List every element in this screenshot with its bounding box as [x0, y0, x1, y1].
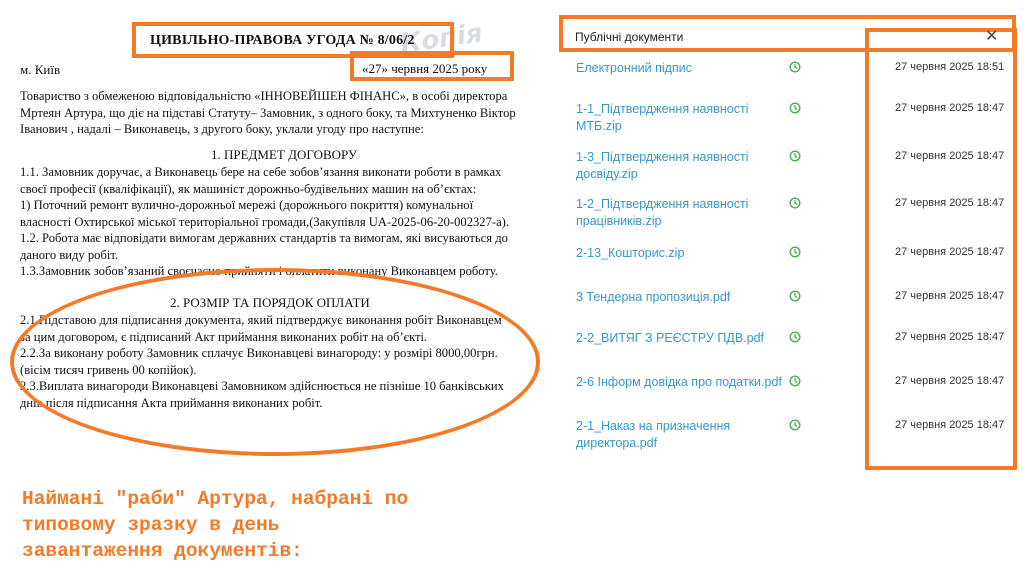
document-link[interactable]: 2-13_Кошторис.zip: [576, 246, 685, 260]
clock-icon: [789, 246, 801, 258]
clock-icon: [789, 61, 801, 73]
section2-line: (вісім тисяч гривень 00 копійок).: [20, 362, 197, 377]
section1-line: 1) Поточний ремонт вулично-дорожньої мережі (дорожнього покриття) комунальної: [20, 198, 474, 212]
clock-icon: [789, 290, 801, 302]
date-highlight-box: [350, 51, 514, 81]
contract-date: «27» червня 2025 року: [362, 61, 488, 76]
document-date: 27 червня 2025 18:47: [895, 197, 1005, 209]
clock-icon: [789, 375, 801, 387]
document-link[interactable]: 2-1_Наказ на призначення директора.pdf: [576, 419, 731, 450]
section2-line: за цим договором, є підписаний Акт приймання виконаних робіт на об’єкті.: [20, 329, 428, 344]
section2-line: 2.1.Підставою для підписання документа, який підтверджує виконання робіт Виконавцем: [20, 313, 502, 327]
document-link[interactable]: 1-1_Підтвердження наявності МТБ.zip: [576, 102, 749, 133]
section1-line: даного виду робіт.: [20, 247, 119, 262]
section2-heading: 2. РОЗМІР ТА ПОРЯДОК ОПЛАТИ: [170, 295, 370, 310]
document-date: 27 червня 2025 18:47: [895, 419, 1005, 431]
contract-title: ЦИВІЛЬНО-ПРАВОВА УГОДА № 8/06/2: [150, 33, 415, 48]
clock-icon: [789, 331, 801, 343]
document-link[interactable]: 2-2_ВИТЯГ З РЕЄСТРУ ПДВ.pdf: [576, 331, 765, 345]
section2-line: днів після підписання Акта приймання виконаних робіт.: [20, 395, 323, 410]
section1-line: своєї професії (кваліфікації), як машиніст дорожньо-будівельних машин на об’єктах:: [20, 181, 477, 196]
clock-icon: [789, 419, 801, 431]
document-link[interactable]: 2-6 Інформ довідка про податки.pdf: [576, 375, 782, 389]
section1-line: 1.1. Замовник доручає, а Виконавець бере на себе зобов’язання виконати роботи в рамках: [20, 165, 502, 179]
panel-title: Публічні документи: [575, 30, 684, 44]
intro-line: Товариство з обмеженою відповідальністю «ІННОВЕЙШЕН ФІНАНС», в особі директора: [20, 89, 508, 103]
caption-line: Наймані "раби" Артура, набрані по: [22, 488, 409, 510]
document-date: 27 червня 2025 18:51: [895, 61, 1005, 73]
section2-line: 2.2.За виконану роботу Замовник сплачує Виконавцеві винагороду: у розмірі 8000,00грн.: [20, 346, 498, 360]
payment-highlight-ellipse: [10, 268, 540, 456]
section1-heading: 1. ПРЕДМЕТ ДОГОВОРУ: [211, 147, 358, 162]
clock-icon: [789, 197, 801, 209]
document-link[interactable]: 1-3_Підтвердження наявності досвіду.zip: [576, 150, 749, 181]
document-date: 27 червня 2025 18:47: [895, 331, 1005, 343]
watermark: Копія: [398, 18, 485, 60]
document-date: 27 червня 2025 18:47: [895, 375, 1005, 387]
section1-line: 1.2. Робота має відповідати вимогам державних стандартів та вимогам, які висуваються до: [20, 231, 508, 245]
contract-city: м. Київ: [20, 62, 61, 77]
document-date: 27 червня 2025 18:47: [895, 290, 1005, 302]
caption-line: завантаження документів:: [22, 540, 303, 562]
close-icon[interactable]: ✕: [985, 26, 999, 45]
caption-line: типовому зразку в день: [22, 514, 280, 536]
section2-line: 2.3.Виплата винагороди Виконавцеві Замовником здійснюється не пізніше 10 банківських: [20, 379, 504, 393]
section1-line: 1.3.Замовник зобов’язаний своєчасно прийняти і оплатити виконану Виконавцем роботу.: [20, 264, 498, 278]
intro-line: Мртеян Артура, що діє на підставі Статуту– Замовник, з одного боку, та Михтуненко Віктор: [20, 105, 516, 120]
clock-icon: [789, 102, 801, 114]
intro-line: Іванович , надалі – Виконавець, з другого боку, уклали угоду про наступне:: [20, 122, 424, 136]
clock-icon: [789, 150, 801, 162]
document-date: 27 червня 2025 18:47: [895, 102, 1005, 114]
contract-intro: [20, 88, 532, 138]
section1-body: [20, 164, 509, 280]
section1-line: власності Охтирської міської територіальної громади,(Закупівля UA-2025-06-20-002327-а).: [20, 214, 510, 229]
document-link[interactable]: 3 Тендерна пропозиція.pdf: [576, 290, 731, 304]
document-date: 27 червня 2025 18:47: [895, 246, 1005, 258]
document-date: 27 червня 2025 18:47: [895, 150, 1005, 162]
annotation-caption: [22, 486, 408, 564]
document-link[interactable]: 1-2_Підтвердження наявності працівників.zip: [576, 197, 749, 228]
document-link[interactable]: Електронний підпис: [576, 61, 692, 75]
